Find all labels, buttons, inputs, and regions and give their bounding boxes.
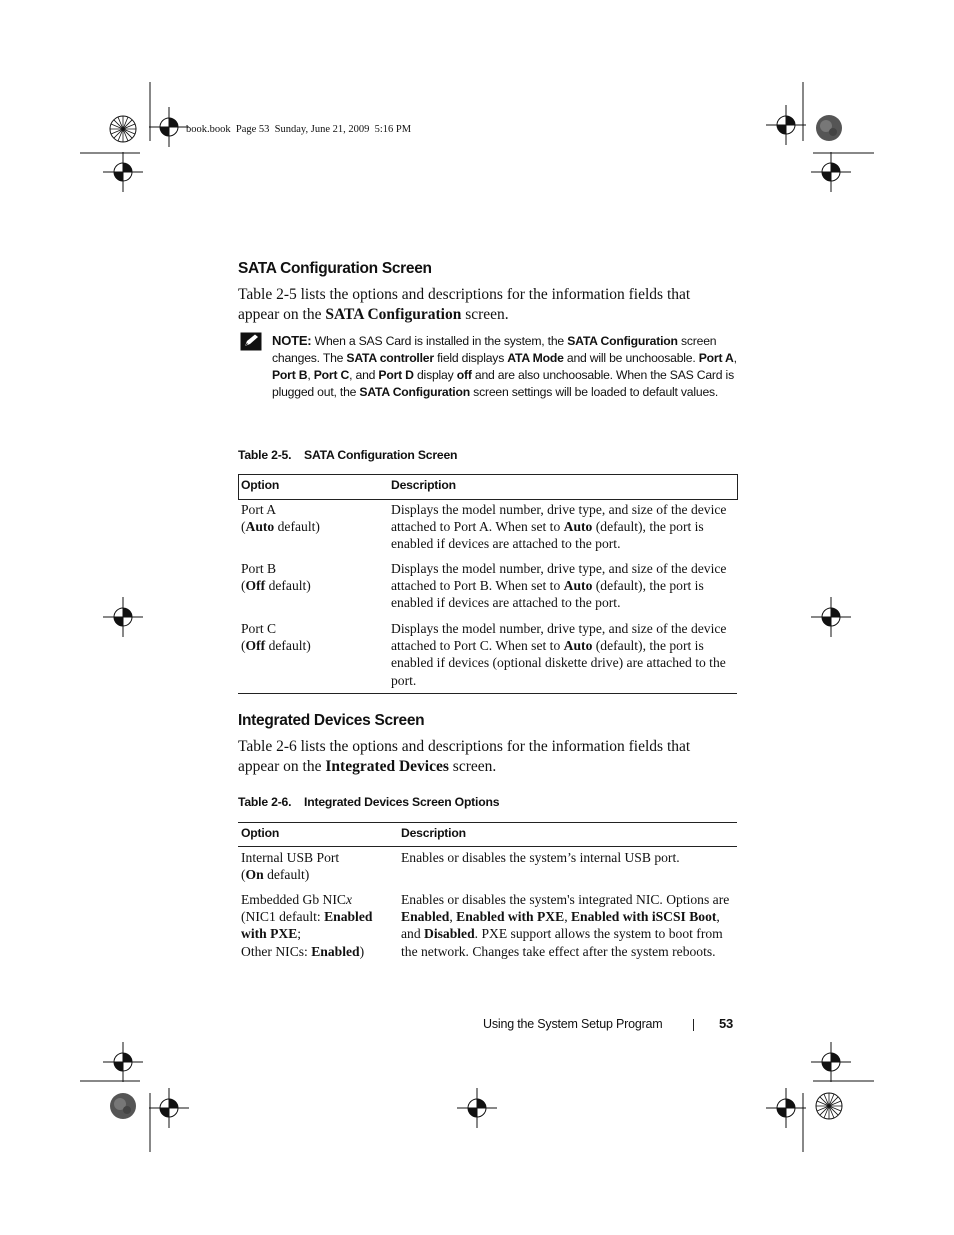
table-2-6-top-rule [238,822,737,823]
integrated-heading: Integrated Devices Screen [238,712,425,729]
table-2-5-caption: Table 2-5. SATA Configuration Screen [238,448,458,462]
table-2-6-header-rule [238,846,737,847]
page-number: 53 [719,1016,734,1031]
table-row: Embedded Gb NICx (NIC1 default: Enabled with PXE; Other NICs: Enabled) [241,892,373,959]
note-pencil-icon [240,332,262,351]
table-cell-description: Displays the model number, drive type, and size of the device attached to Port C. When set to Auto (default), the port is enabled if devices (optional diskette drive) are attached to the port. [391,621,727,688]
table-row: Port C (Off default) [241,621,311,654]
header-stamp: book.book Page 53 Sunday, June 21, 2009 5:16 PM [186,124,412,135]
table-row: Internal USB Port (On default) [241,850,340,883]
table-cell-description: Displays the model number, drive type, and size of the device attached to Port B. When set to Auto (default), the port is enabled if devices are attached to the port. [391,561,727,611]
table-2-6-col-description: Description [401,826,466,840]
table-2-5-col-description: Description [391,478,456,492]
table-2-6-caption: Table 2-6. Integrated Devices Screen Options [238,795,500,809]
table-2-5-bottom-rule [238,693,737,694]
table-2-5-col-option: Option [241,478,280,492]
note-text: NOTE: When a SAS Card is installed in the system, the SATA Configuration screen changes. The SATA controller field displays ATA Mode and will be unchoosable. Port A, Port B, Port C, and Port D display off and are also unchoosable. When the SAS Card is plugged out, the SATA Configuration screen settings will be loaded to default values. [272,333,737,399]
integrated-intro: Table 2-6 lists the options and descriptions for the information fields that appear on the Integrated Devices screen. [238,738,691,775]
table-2-5-header-box [238,474,738,500]
table-2-6-col-option: Option [241,826,280,840]
table-cell-description: Displays the model number, drive type, and size of the device attached to Port A. When set to Auto (default), the port is enabled if devices are attached to the port. [391,502,727,552]
sata-intro: Table 2-5 lists the options and descriptions for the information fields that appear on the SATA Configuration screen. [238,286,691,323]
table-cell-description: Enables or disables the system’s internal USB port. [401,850,680,865]
table-row: Port A (Auto default) [241,502,320,535]
footer-section-title: Using the System Setup Program [483,1017,663,1031]
footer-divider [693,1019,694,1031]
sata-heading: SATA Configuration Screen [238,260,432,277]
table-row: Port B (Off default) [241,561,311,594]
table-cell-description: Enables or disables the system's integrated NIC. Options are Enabled, Enabled with PXE, Enabled with iSCSI Boot, and Disabled. PXE support allows the system to boot from the network. Changes take effect after the system reboots. [401,892,730,959]
